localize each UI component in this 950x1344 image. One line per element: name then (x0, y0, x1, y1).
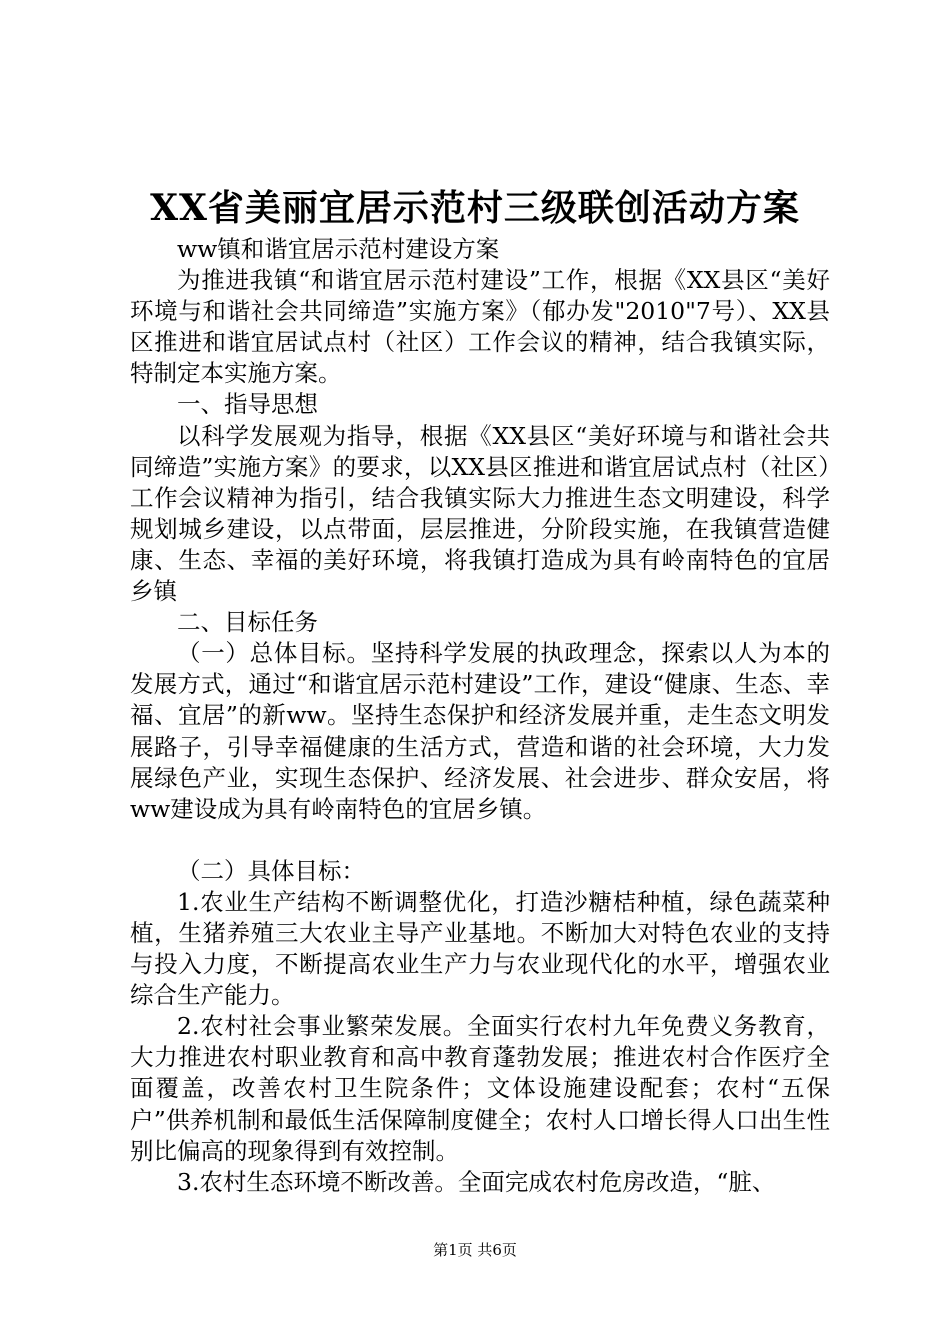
paragraph-subtitle: ww镇和谐宜居示范村建设方案 (177, 235, 500, 263)
page-footer: 第1页 共6页 (433, 1241, 517, 1259)
paragraph-goal-3: 3.农村生态环境不断改善。全面完成农村危房改造，“脏、 (177, 1167, 776, 1196)
heading-specific-goals: （二）具体目标： (177, 856, 365, 885)
paragraph-goal-2: 2.农村社会事业繁荣发展。全面实行农村九年免费义务教育，大力推进农村职业教育和高中教育蓬勃发展；推进农村合作医疗全面覆盖，改善农村卫生院条件；文体设施建设配套；农村“五保户”供养机制和最低生活保障制度健全；农村人口增长得人口出生性别比偏高的现象得到有效控制。 (130, 1012, 830, 1165)
document-body (130, 234, 830, 1198)
paragraph-overall-goal: （一）总体目标。坚持科学发展的执政理念，探索以人为本的发展方式，通过“和谐宜居示范村建设”工作，建设“健康、生态、幸福、宜居”的新ww。坚持生态保护和经济发展并重，走生态文明发展路子，引导幸福健康的生活方式，营造和谐的社会环境，大力发展绿色产业，实现生态保护、经济发展、社会进步、群众安居，将ww建设成为具有岭南特色的宜居乡镇。 (130, 639, 830, 823)
paragraph-goal-1: 1.农业生产结构不断调整优化，打造沙糖桔种植，绿色蔬菜种植，生猪养殖三大农业主导产业基地。不断加大对特色农业的支持与投入力度，不断提高农业生产力与农业现代化的水平，增强农业综合生产能力。 (130, 887, 830, 1010)
paragraph-guiding-ideology: 以科学发展观为指导，根据《XX县区“美好环境与和谐社会共同缔造”实施方案》的要求，以XX县区推进和谐宜居试点村（社区）工作会议精神为指引，结合我镇实际大力推进生态文明建设，科学规划城乡建设，以点带面，层层推进，分阶段实施，在我镇营造健康、生态、幸福的美好环境，将我镇打造成为具有岭南特色的宜居乡镇 (130, 421, 830, 606)
paragraph-spacer (130, 825, 830, 856)
heading-goals-tasks: 二、目标任务 (177, 608, 318, 637)
paragraph-intro: 为推进我镇“和谐宜居示范村建设”工作，根据《XX县区“美好环境与和谐社会共同缔造”实施方案》（郁办发"2010"7号）、XX县区推进和谐宜居试点村（社区）工作会议的精神，结合我镇实际，特制定本实施方案。 (130, 266, 830, 388)
document-title: XX省美丽宜居示范村三级联创活动方案 (150, 187, 800, 229)
heading-guiding-ideology: 一、指导思想 (177, 390, 318, 419)
